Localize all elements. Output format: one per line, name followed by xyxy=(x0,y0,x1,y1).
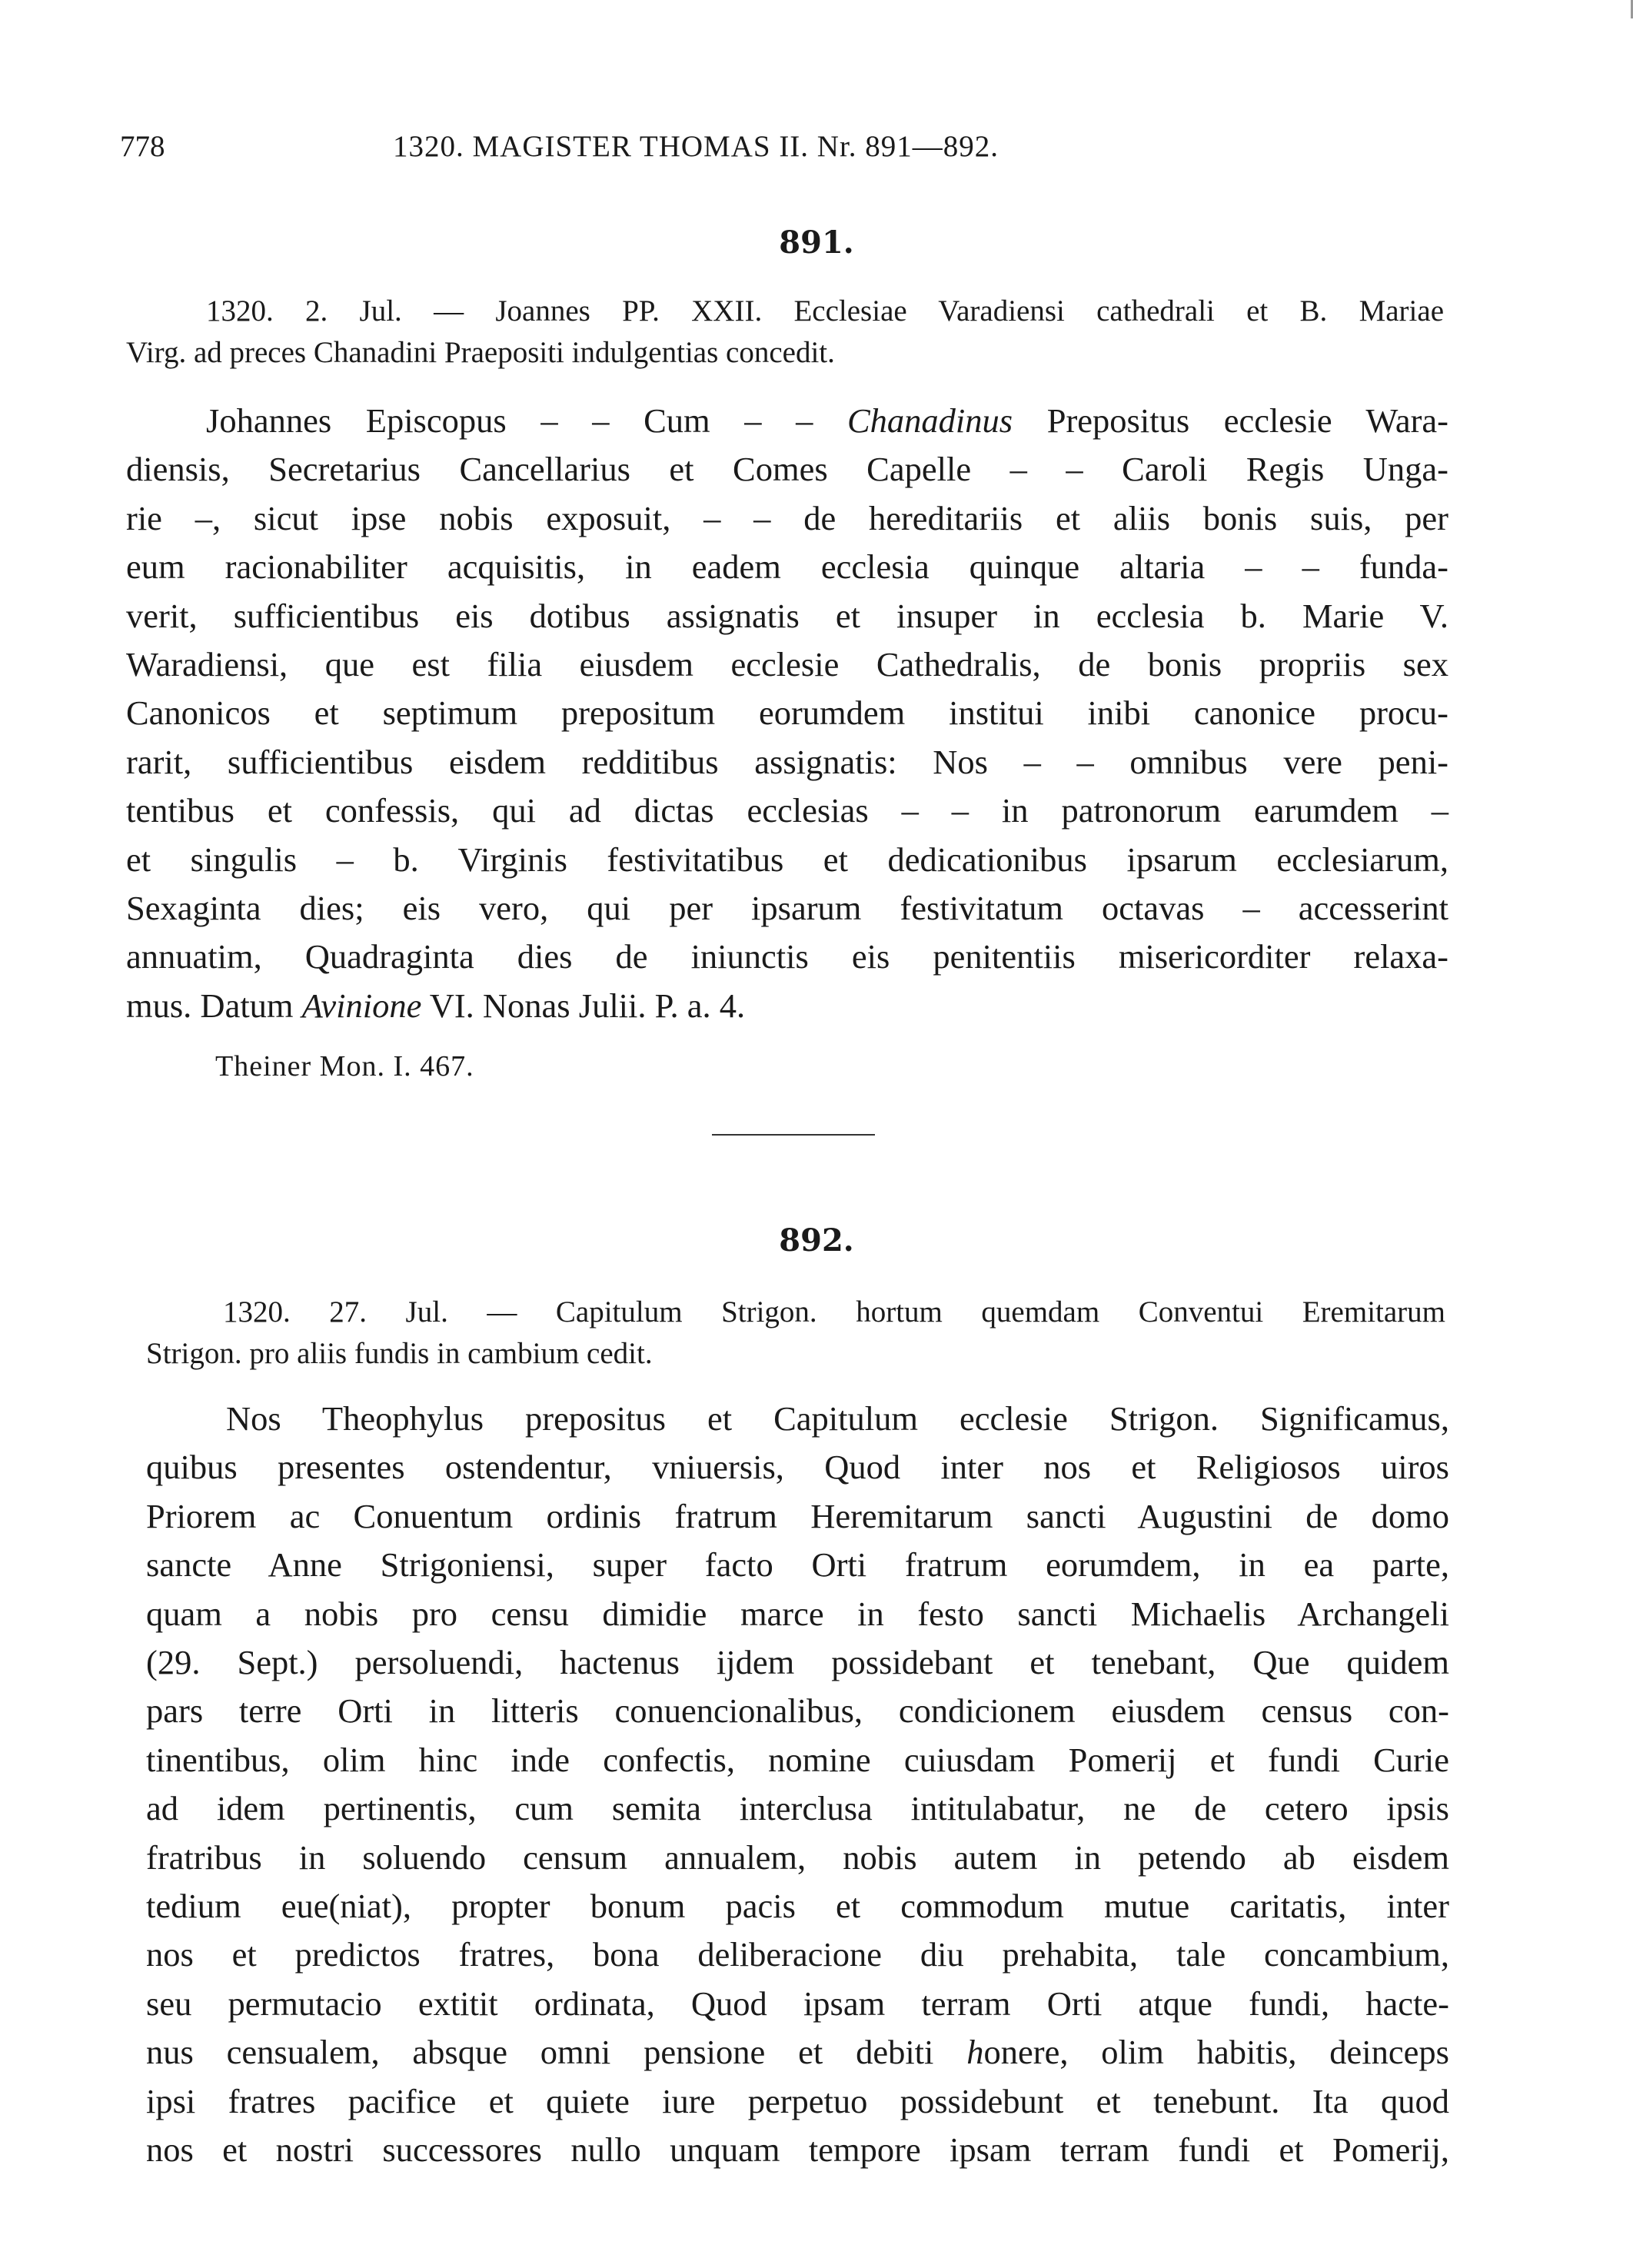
text-line: annuatim, Quadraginta dies de iniunctis eis penitentiis misericorditer relaxa- xyxy=(126,937,1448,976)
text-line: nos et nostri successores nullo unquam tempore ipsam terram fundi et Pomerij, xyxy=(146,2130,1449,2170)
summary-line: 1320. 27. Jul. — Capitulum Strigon. hortum quemdam Conventui Eremitarum xyxy=(223,1295,1445,1329)
section-divider xyxy=(712,1134,875,1136)
source-citation-891: Theiner Mon. I. 467. xyxy=(215,1050,474,1082)
page-number: 778 xyxy=(120,130,165,163)
text-line: tinentibus, olim hinc inde confectis, nomine cuiusdam Pomerij et fundi Curie xyxy=(146,1740,1449,1779)
entry-summary-892 xyxy=(146,1292,1445,1375)
text-line: Waradiensi, que est filia eiusdem ecclesie Cathedralis, de bonis propriis sex xyxy=(126,645,1448,684)
text-line: Nos Theophylus prepositus et Capitulum ecclesie Strigon. Significamus, xyxy=(226,1399,1449,1438)
text-line: quam a nobis pro censu dimidie marce in festo sancti Michaelis Archangeli xyxy=(146,1594,1449,1633)
entry-summary-891 xyxy=(126,291,1444,374)
summary-line: Virg. ad preces Chanadini Praepositi indulgentias concedit. xyxy=(126,336,835,369)
text-line: quibus presentes ostendentur, vniuersis, Quod inter nos et Religiosos uiros xyxy=(146,1448,1449,1487)
text-line: eum racionabiliter acquisitis, in eadem ecclesia quinque altaria – – funda- xyxy=(126,547,1448,587)
entry-number-891: 891. xyxy=(779,224,854,261)
text-line: tentibus et confessis, qui ad dictas ecclesias – – in patronorum earumdem – xyxy=(126,791,1448,830)
summary-line: Strigon. pro aliis fundis in cambium cedit. xyxy=(146,1337,653,1370)
text-line: sancte Anne Strigoniensi, super facto Orti fratrum eorumdem, in ea parte, xyxy=(146,1545,1449,1585)
text-line: seu permutacio extitit ordinata, Quod ipsam terram Orti atque fundi, hacte- xyxy=(146,1984,1449,2023)
running-title: 1320. MAGISTER THOMAS II. Nr. 891—892. xyxy=(393,130,999,163)
text-line: (29. Sept.) persoluendi, hactenus ijdem possidebant et tenebant, Que quidem xyxy=(146,1643,1449,1682)
text-line: nos et predictos fratres, bona deliberacione diu prehabita, tale concambium, xyxy=(146,1935,1449,1974)
running-header xyxy=(120,129,1535,175)
text-line: et singulis – b. Virginis festivitatibus et dedicationibus ipsarum ecclesiarum, xyxy=(126,840,1448,879)
text-line: Canonicos et septimum prepositum eorumdem institui inibi canonice procu- xyxy=(126,693,1448,733)
text-line: mus. Datum Avinione VI. Nonas Julii. P. a. 4. xyxy=(126,986,746,1025)
text-line: Johannes Episcopus – – Cum – – Chanadinus Prepositus ecclesie Wara- xyxy=(206,401,1448,440)
text-line: rie –, sicut ipse nobis exposuit, – – de hereditariis et aliis bonis suis, per xyxy=(126,498,1448,537)
text-line: Sexaginta dies; eis vero, qui per ipsarum festivitatum octavas – accesserint xyxy=(126,889,1448,928)
text-line: diensis, Secretarius Cancellarius et Comes Capelle – – Caroli Regis Unga- xyxy=(126,450,1448,489)
text-line: rarit, sufficientibus eisdem redditibus assignatis: Nos – – omnibus vere peni- xyxy=(126,742,1448,781)
text-line: ipsi fratres pacifice et quiete iure perpetuo possidebunt et tenebunt. Ita quod xyxy=(146,2081,1449,2120)
summary-line: 1320. 2. Jul. — Joannes PP. XXII. Ecclesiae Varadiensi cathedrali et B. Mariae xyxy=(206,294,1444,328)
entry-text-892 xyxy=(146,1395,1449,2175)
text-line: nus censualem, absque omni pensione et debiti honere, olim habitis, deinceps xyxy=(146,2033,1449,2072)
entry-text-891 xyxy=(126,397,1448,1030)
text-line: tedium eue(niat), propter bonum pacis et commodum mutue caritatis, inter xyxy=(146,1887,1449,1926)
text-line: ad idem pertinentis, cum semita interclusa intitulabatur, ne de cetero ipsis xyxy=(146,1789,1449,1828)
text-line: pars terre Orti in litteris conuencionalibus, condicionem eiusdem census con- xyxy=(146,1691,1449,1731)
text-line: verit, sufficientibus eis dotibus assignatis et insuper in ecclesia b. Marie V. xyxy=(126,596,1448,635)
entry-number-892: 892. xyxy=(779,1222,854,1259)
text-line: Priorem ac Conuentum ordinis fratrum Heremitarum sancti Augustini de domo xyxy=(146,1496,1449,1535)
text-line: fratribus in soluendo censum annualem, nobis autem in petendo ab eisdem xyxy=(146,1837,1449,1877)
